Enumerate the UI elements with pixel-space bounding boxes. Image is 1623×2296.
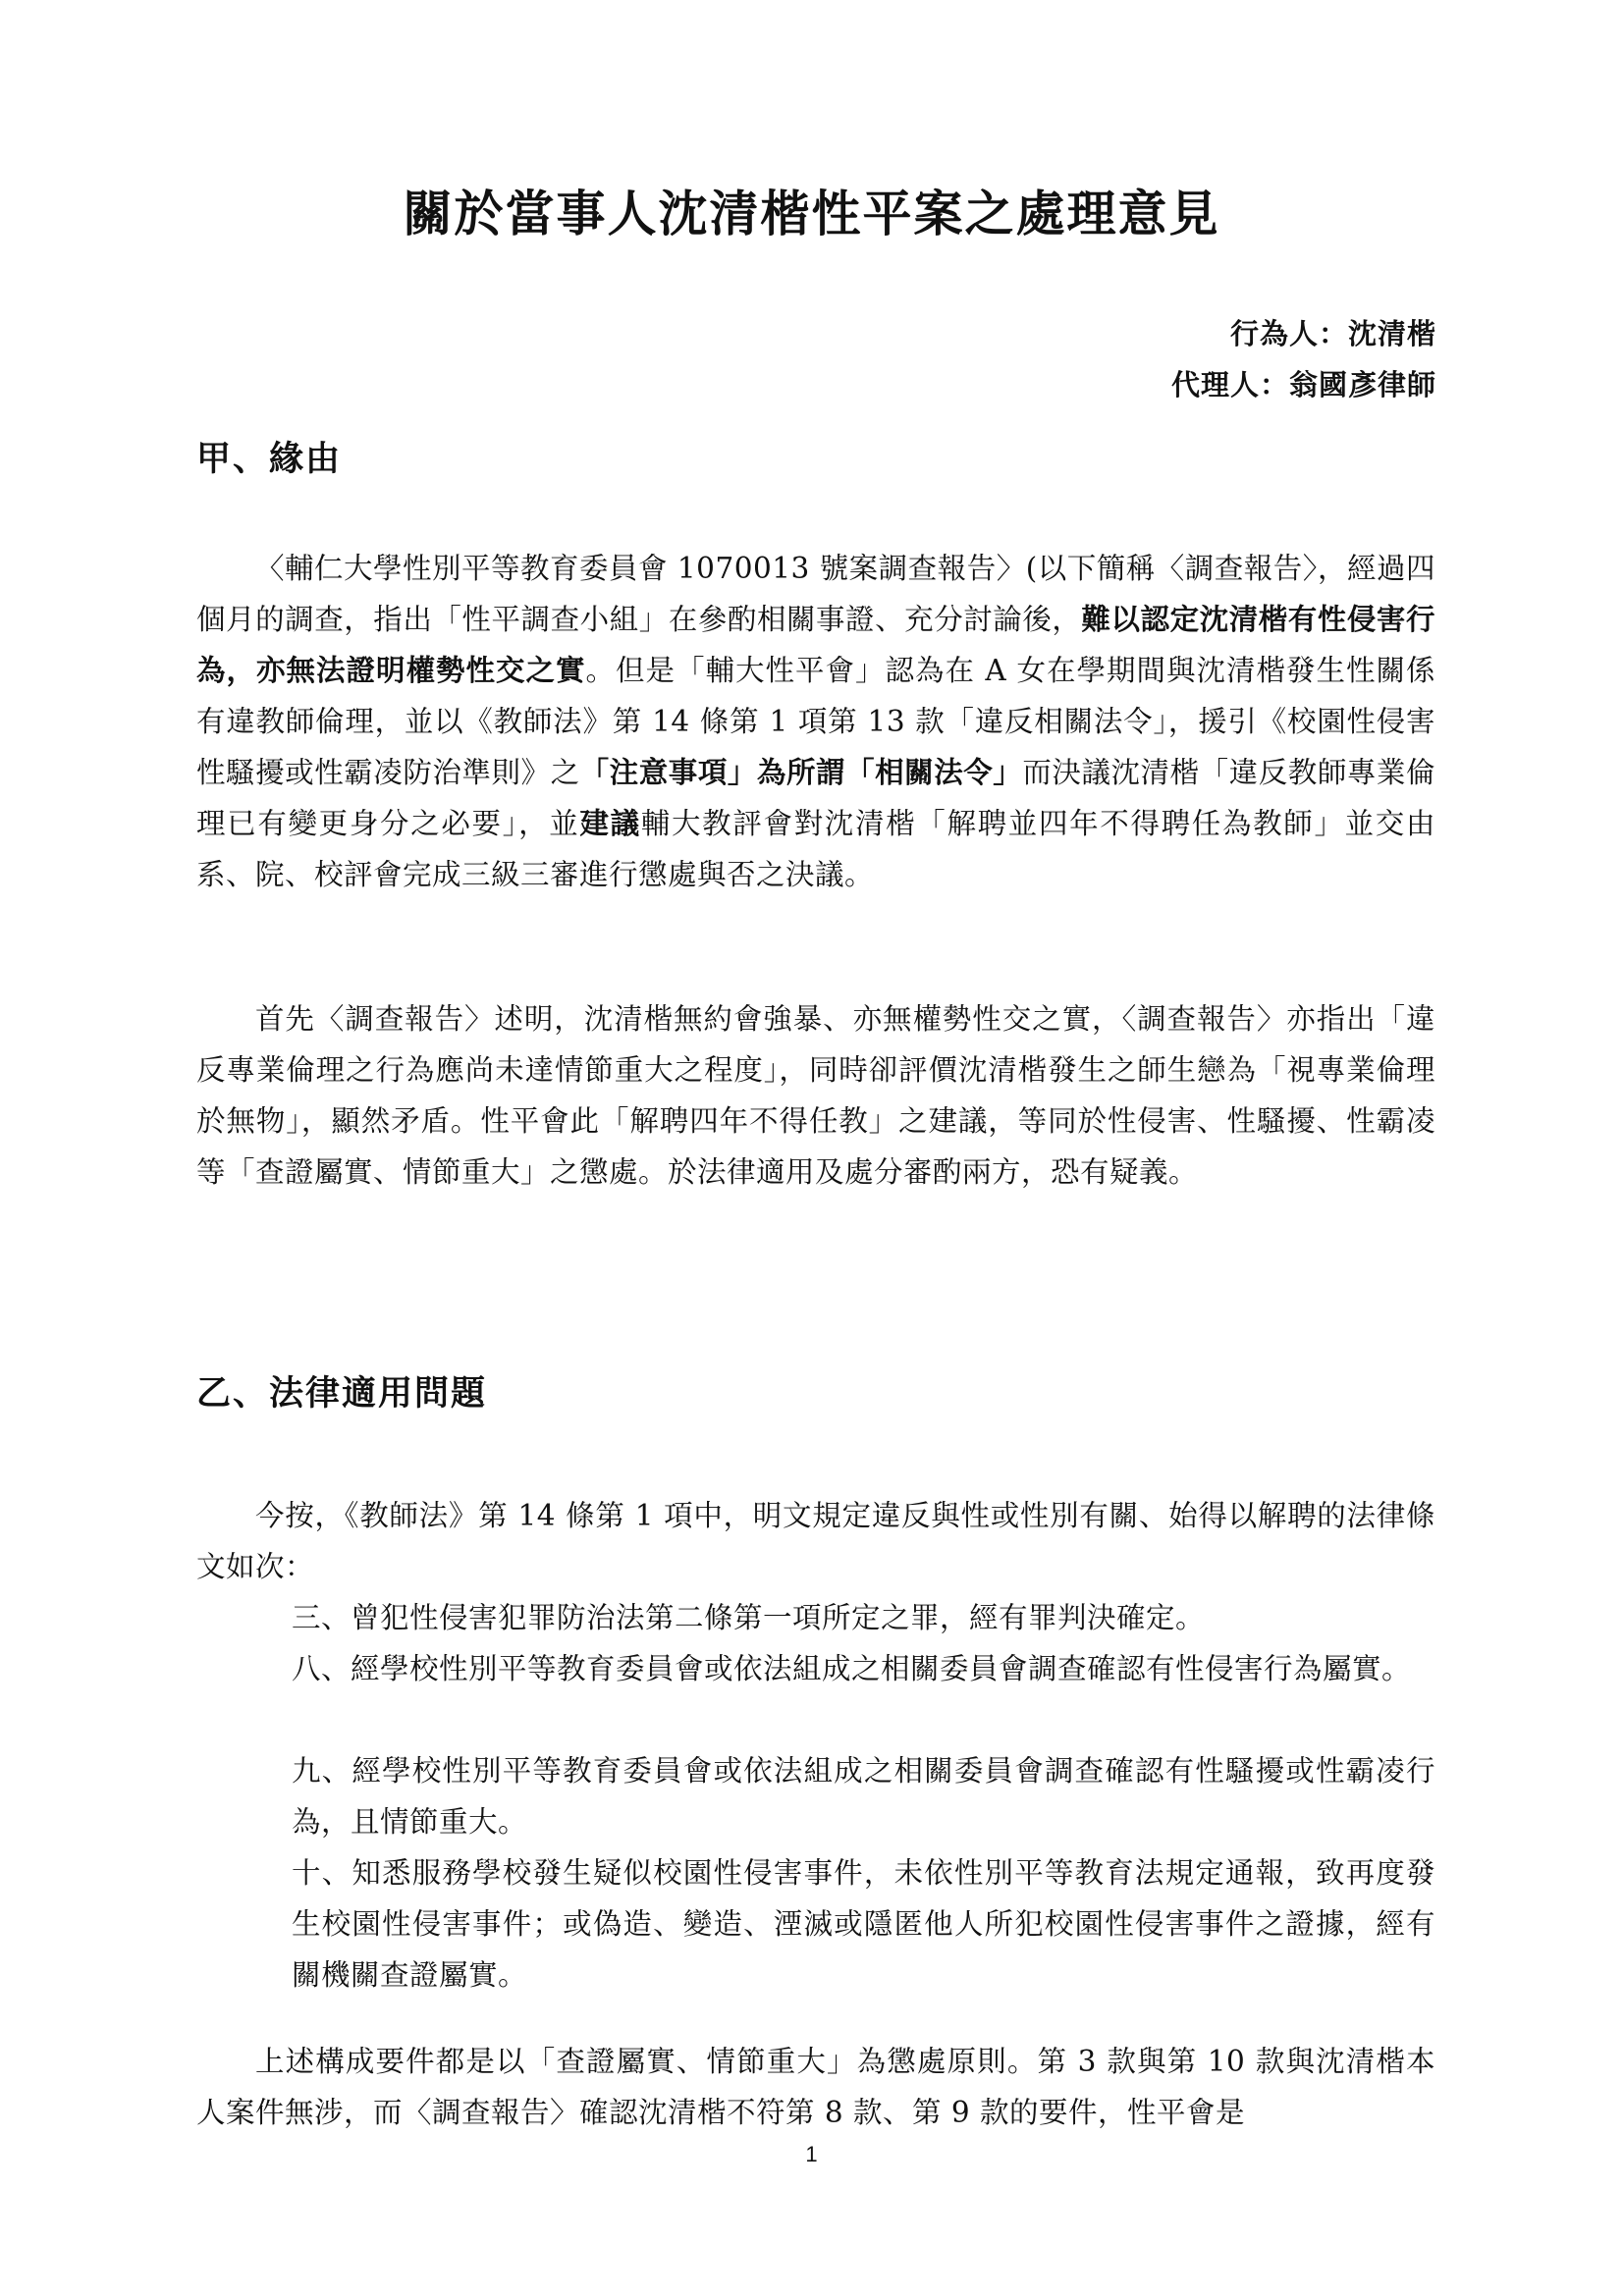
body-text: 而決議沈清楷「違反教師專業倫理已有變更身分之必要」，並 [196,756,1435,840]
actor-line: 行為人：沈清楷 [1229,317,1436,350]
paragraph-reason-2: 首先〈調查報告〉述明，沈清楷無約會強暴、亦無權勢性交之實，〈調查報告〉亦指出「違反專業倫理之行為應尚未達情節重大之程度」，同時卻評價沈清楷發生之師生戀為「視專業倫理於無物」，顯然矛盾。性平會此「解聘四年不得任教」之建議，等同於性侵害、性騷擾、性霸凌等「查證屬實、情節重大」之懲處。於法律適用及處分審酌兩方，恐有疑義。 [196,1002,1435,1189]
document-title: 關於當事人沈清楷性平案之處理意見 [403,185,1220,242]
section-heading-legal: 乙、法律適用問題 [196,1373,488,1414]
legal-item-9: 九、經學校性別平等教育委員會或依法組成之相關委員會調查確認有性騷擾或性霸凌行為，且情節重大。 [292,1754,1435,1839]
legal-item-8: 八、經學校性別平等教育委員會或依法組成之相關委員會調查確認有性侵害行為屬實。 [292,1652,1412,1685]
paragraph-legal-intro: 今按，《教師法》第 14 條第 1 項中，明文規定違反與性或性別有關、始得以解聘的法律條文如次： [196,1499,1435,1583]
page-number: 1 [805,2142,818,2166]
emphasis-text: 建議 [579,806,641,840]
body-text: 〈輔仁大學性別平等教育委員會 1070013 號案調查報告〉(以下簡稱〈調查報告〉，經過四個月的調查，指出「性平調查小組」在參酌相關事證、充分討論後， [196,552,1435,636]
paragraph-legal-2: 上述構成要件都是以「查證屬實、情節重大」為懲處原則。第 3 款與第 10 款與沈清楷本人案件無涉，而〈調查報告〉確認沈清楷不符第 8 款、第 9 款的要件，性平會是 [196,2045,1435,2129]
emphasis-text: 難以認定沈清楷有性侵害行為，亦無法證明權勢性交之實 [196,602,1435,687]
emphasis-text: 「注意事項」為所謂「相關法令」 [579,755,1023,789]
agent-line: 代理人：翁國彥律師 [1170,368,1436,401]
legal-item-10: 十、知悉服務學校發生疑似校園性侵害事件，未依性別平等教育法規定通報，致再度發生校園性侵害事件；或偽造、變造、湮滅或隱匿他人所犯校園性侵害事件之證據，經有關機關查證屬實。 [292,1856,1435,1992]
paragraph-reason-1 [196,543,1435,900]
legal-item-3: 三、曾犯性侵害犯罪防治法第二條第一項所定之罪，經有罪判決確定。 [292,1601,1206,1634]
body-text: 。但是「輔大性平會」認為在 A 女在學期間與沈清楷發生性關係有違教師倫理，並以《教師法》第 14 條第 1 項第 13 款「違反相關法令」，援引《校園性侵害性騷擾或性霸凌防治準則》之 [196,654,1435,789]
section-heading-reason: 甲、緣由 [196,439,343,479]
body-text: 輔大教評會對沈清楷「解聘並四年不得聘任為教師」並交由系、院、校評會完成三級三審進行懲處與否之決議。 [196,807,1435,891]
